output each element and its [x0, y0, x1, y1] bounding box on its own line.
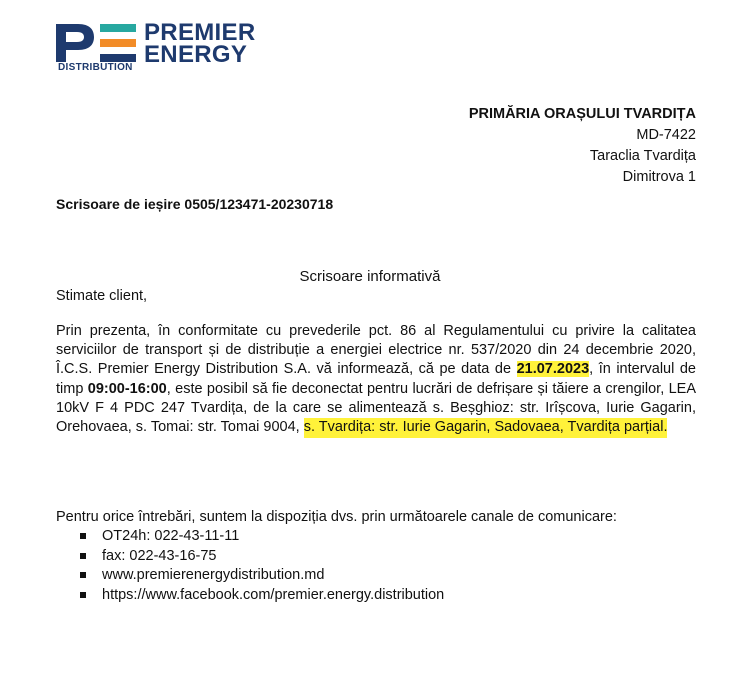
logo-word-energy: ENERGY [144, 41, 248, 68]
contact-intro: Pentru orice întrebări, suntem la dispoziția dvs. prin următoarele canale de comunicare: [56, 509, 617, 525]
logo-wordmark [144, 19, 256, 68]
body-text-3: , este posibil să fie deconectat pentru lucrări de defrișare și tăiere a crengilor, LEA 10kV F 4 PDC 247 Tvardița, de la care se alimentează s. Beșghioz: str. Irîșcova, Iurie Gagarin, Orehovaea, s. Tomai: str. Tomai 9004, [56, 380, 696, 436]
letter-reference: Scrisoare de ieșire 0505/123471-20230718 [56, 196, 334, 212]
recipient-street: Dimitrova 1 [622, 169, 696, 185]
pe-logo-icon [56, 24, 138, 62]
logo-subtitle: DISTRIBUTION [58, 62, 133, 73]
body-text-1: Prin prezenta, în conformitate cu prevederile pct. 86 al Regulamentului cu privire la calitatea serviciilor de transport și de distribuție a energiei electrice nr. 537/2020 din 24 decembrie 2020, Î.C.S. Premier Energy Distribution S.A. vă informează, că pe data de [56, 323, 696, 378]
outage-time: 09:00-16:00 [87, 380, 167, 397]
recipient-name: PRIMĂRIA ORAȘULUI TVARDIȚA [468, 106, 696, 122]
recipient-postal-code: MD-7422 [636, 127, 696, 143]
contact-website[interactable]: www.premierenergydistribution.md [80, 566, 444, 586]
body-text-4: . [663, 419, 668, 436]
company-logo [56, 19, 266, 74]
letter-title: Scrisoare informativă [299, 268, 441, 285]
contact-fax: fax: 022-43-16-75 [80, 547, 444, 567]
contact-facebook[interactable]: https://www.facebook.com/premier.energy.distribution [80, 586, 444, 606]
contact-phone: OT24h: 022-43-11-11 [80, 527, 444, 547]
body-text-2: , în intervalul de timp [56, 361, 697, 397]
outage-date: 21.07.2023 [516, 361, 590, 378]
greeting: Stimate client, [56, 288, 148, 304]
recipient-district: Taraclia Tvardița [589, 148, 696, 164]
logo-word-premier: PREMIER [144, 19, 256, 46]
contact-channel-list [80, 527, 444, 605]
letter-body [56, 322, 696, 437]
recipient-address [469, 104, 696, 188]
affected-area-highlight: s. Tvardița: str. Iurie Gagarin, Sadovaea, Tvardița parțial [303, 419, 664, 436]
